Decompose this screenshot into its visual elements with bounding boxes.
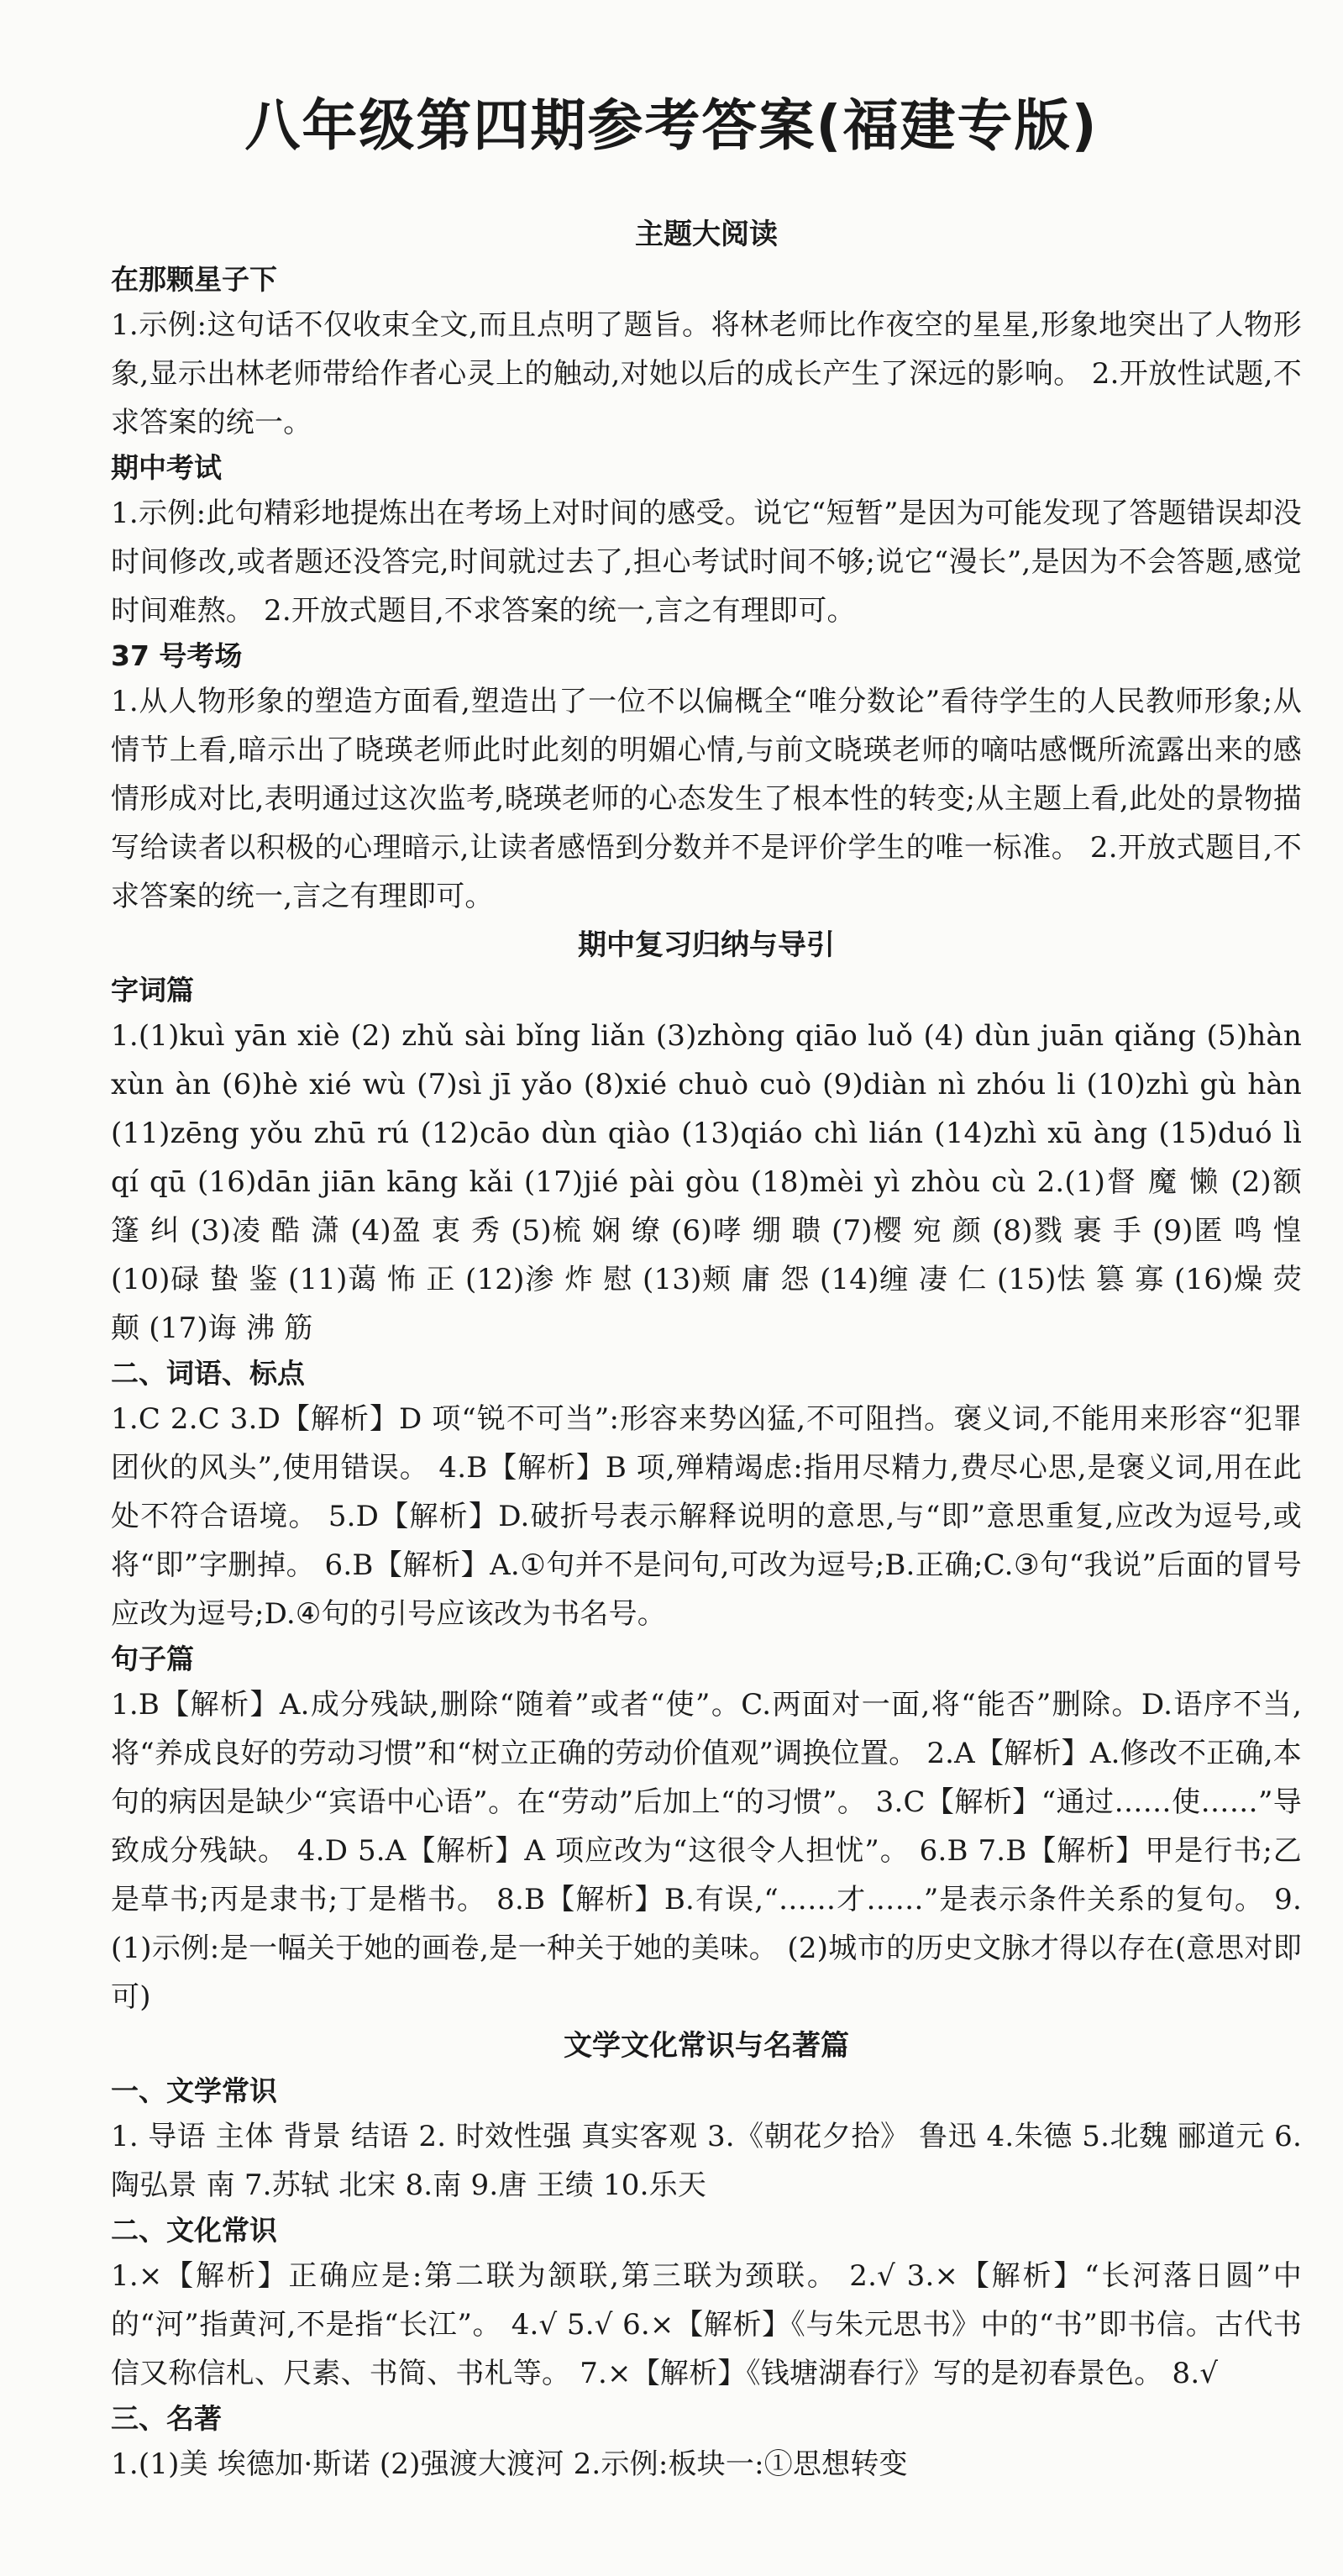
answer-text: 1. 导语 主体 背景 结语 2. 时效性强 真实客观 3.《朝花夕拾》 鲁迅 4.朱德 5.北魏 郦道元 6.陶弘景 南 7.苏轼 北宋 8.南 9.唐 王绩 10.乐天: [111, 2120, 1302, 2202]
article-title: 在那颗星子下: [111, 263, 277, 296]
answer-text: 1.从人物形象的塑造方面看,塑造出了一位不以偏概全“唯分数论”看待学生的人民教师形象;从情节上看,暗示出了晓瑛老师此时此刻的明媚心情,与前文晓瑛老师的嘀咕感慨所流露出来的感情形成对比,表明通过这次监考,晓瑛老师的心态发生了根本性的转变;从主题上看,此处的景物描写给读者以积极的心理暗示,让读者感悟到分数并不是评价学生的唯一标准。 2.开放式题目,不求答案的统一,言之有理即可。: [111, 685, 1302, 913]
answer-text: 1.(1)美 埃德加·斯诺 (2)强渡大渡河 2.示例:板块一:①思想转变: [111, 2447, 908, 2481]
subsection-heading: 句子篇: [111, 1643, 194, 1675]
section-heading: 期中复习归纳与导引: [578, 928, 835, 962]
article-title: 37 号考场: [111, 639, 243, 672]
subsection-heading: 二、词语、标点: [111, 1357, 305, 1390]
subsection-heading: 字词篇: [111, 974, 194, 1007]
page-content: [111, 210, 1302, 2489]
section-literature-culture: [111, 2021, 1302, 2489]
answer-text: 1.×【解析】正确应是:第二联为颔联,第三联为颈联。 2.√ 3.×【解析】“长河落日圆”中的“河”指黄河,不是指“长江”。 4.√ 5.√ 6.×【解析】《与朱元思书》中的“书”即书信。古代书信又称信札、尺素、书简、书札等。 7.×【解析】《钱塘湖春行》写的是初春景色。 8.√: [111, 2259, 1302, 2390]
subsection-heading: 一、文学常识: [111, 2074, 277, 2107]
page-title: 八年级第四期参考答案(福建专版): [244, 93, 1099, 158]
section-midterm-review: [111, 921, 1302, 2021]
answer-text: 1.示例:此句精彩地提炼出在考场上对时间的感受。说它“短暂”是因为可能发现了答题错误却没时间修改,或者题还没答完,时间就过去了,担心考试时间不够;说它“漫长”,是因为不会答题,感觉时间难熬。 2.开放式题目,不求答案的统一,言之有理即可。: [111, 497, 1302, 628]
answer-text: 1.示例:这句话不仅收束全文,而且点明了题旨。将林老师比作夜空的星星,形象地突出了人物形象,显示出林老师带给作者心灵上的触动,对她以后的成长产生了深远的影响。 2.开放性试题,不求答案的统一。: [111, 308, 1302, 439]
answer-text: 1.C 2.C 3.D【解析】D 项“锐不可当”:形容来势凶猛,不可阻挡。褒义词,不能用来形容“犯罪团伙的风头”,使用错误。 4.B【解析】B 项,殚精竭虑:指用尽精力,费尽心思,是褒义词,用在此处不符合语境。 5.D【解析】D.破折号表示解释说明的意思,与“即”意思重复,应改为逗号,或将“即”字删掉。 6.B【解析】A.①句并不是问句,可改为逗号;B.正确;C.③句“我说”后面的冒号应改为逗号;D.④句的引号应该改为书名号。: [111, 1402, 1302, 1631]
section-heading: 文学文化常识与名著篇: [564, 2029, 849, 2063]
subsection-heading: 二、文化常识: [111, 2214, 277, 2247]
subsection-heading: 三、名著: [111, 2402, 222, 2435]
answer-text: 1.B【解析】A.成分残缺,删除“随着”或者“使”。C.两面对一面,将“能否”删除。D.语序不当,将“养成良好的劳动习惯”和“树立正确的劳动价值观”调换位置。 2.A【解析】A.修改不正确,本句的病因是缺少“宾语中心语”。在“劳动”后加上“的习惯”。 3.C【解析】“通过……使……”导致成分残缺。 4.D 5.A【解析】A 项应改为“这很令人担忧”。 6.B 7.B【解析】甲是行书;乙是草书;丙是隶书;丁是楷书。 8.B【解析】B.有误,“……才……”是表示条件关系的复句。 9.(1)示例:是一幅关于她的画卷,是一种关于她的美味。 (2)城市的历史文脉才得以存在(意思对即可): [111, 1688, 1302, 2014]
section-heading: 主题大阅读: [635, 218, 778, 251]
answer-text: 1.(1)kuì yān xiè (2) zhǔ sài bǐng liǎn (3)zhòng qiāo luǒ (4) dùn juān qiǎng (5)hàn xùn àn (6)hè xié wù (7)sì jī yǎo (8)xié chuò cuò (9)diàn nì zhóu li (10)zhì gù hàn (11)zēng yǒu zhū rú (12)cāo dùn qiào (13)qiáo chì lián (14)zhì xū àng (15)duó lì qí qū (16)dān jiān kāng kǎi (17)jié pài gòu (18)mèi yì zhòu cù 2.(1)督 魔 懒 (2)额 篷 纠 (3)凌 酷 潇 (4)盈 衷 秀 (5)梳 娴 缭 (6)哮 绷 聩 (7)樱 宛 颜 (8)戮 裹 手 (9)匿 鸣 惶 (10)碌 蛰 鉴 (11)蔼 怖 正 (12)渗 炸 慰 (13)颊 庸 怨 (14)缠 凄 仁 (15)怯 篡 寡 (16)燥 荧 颠 (17)诲 沸 筋: [111, 1019, 1302, 1345]
section-theme-reading: [111, 210, 1302, 921]
article-title: 期中考试: [111, 451, 222, 484]
